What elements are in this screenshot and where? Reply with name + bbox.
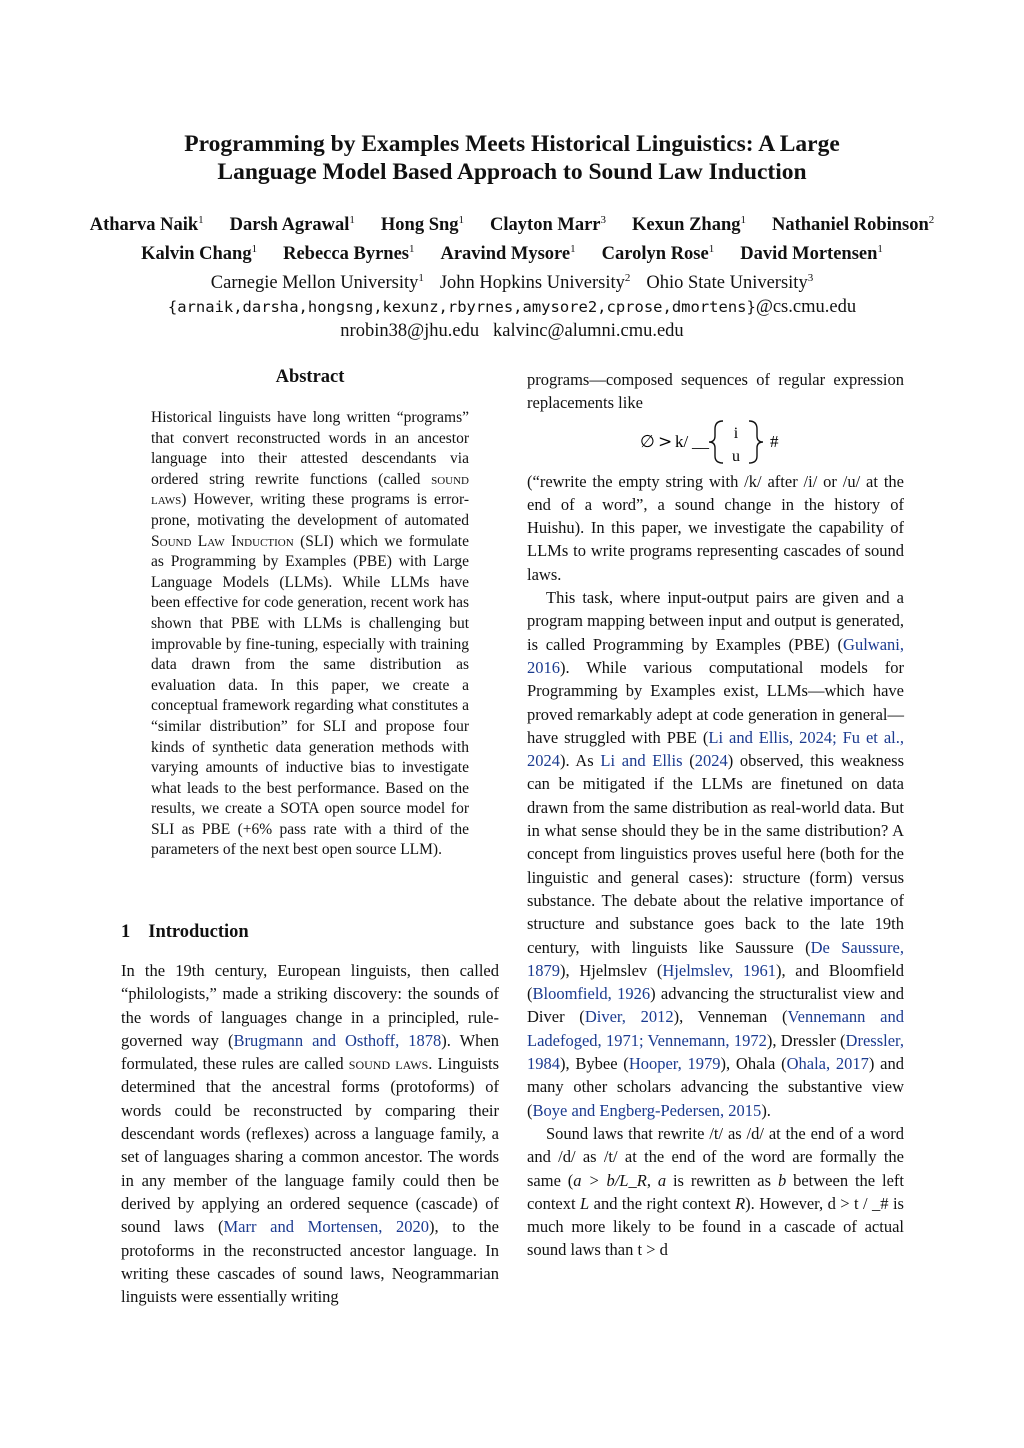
email[interactable]: nrobin38@jhu.edu bbox=[340, 321, 480, 342]
formula-u: u bbox=[732, 447, 740, 465]
formula-blank: __ bbox=[692, 431, 709, 451]
citation-link[interactable]: Ohala, 2017 bbox=[786, 1054, 869, 1074]
citation-link[interactable]: Marr and Mortensen, 2020 bbox=[223, 1217, 430, 1237]
author: Hong Sng$^1$ bbox=[380, 214, 465, 236]
email-line-2 bbox=[0, 319, 1024, 343]
greater-than-symbol: > bbox=[658, 431, 673, 452]
citation-link[interactable]: 2024 bbox=[694, 751, 728, 771]
citation-link[interactable]: Vennemann and Ladefoged, 1971; Vennemann, 1972 bbox=[527, 1007, 904, 1050]
citation-link[interactable]: Bloomfield, 1926 bbox=[532, 984, 651, 1004]
paragraph: (“rewrite the empty string with /k/ after /i/ or /u/ at the end of a word”, a sound change in the history of Huishu). In this paper, we investigate the capability of LLMs to write programs representing cascades of sound laws. bbox=[527, 471, 904, 584]
citation-link[interactable]: De Saussure, 1879 bbox=[527, 937, 904, 980]
author: David Mortensen$^1$ bbox=[740, 243, 883, 265]
citation-link[interactable]: Li and Ellis, 2024; Fu et al., 2024 bbox=[527, 727, 904, 771]
email-line-1 bbox=[0, 295, 1024, 319]
author: Atharva Naik$^1$ bbox=[89, 214, 204, 236]
sound-law-formula bbox=[527, 416, 904, 468]
author-row-1 bbox=[0, 208, 1024, 237]
formula-hash: # bbox=[770, 431, 779, 451]
citation-link[interactable]: Gulwani, 2016 bbox=[527, 634, 904, 677]
author: Darsh Agrawal$^1$ bbox=[229, 214, 355, 236]
affiliation: John Hopkins University$^2$ bbox=[439, 272, 631, 294]
author: Nathaniel Robinson$^2$ bbox=[772, 214, 935, 236]
author: Kexun Zhang$^1$ bbox=[632, 214, 746, 236]
affiliation: Carnegie Mellon University$^1$ bbox=[210, 272, 424, 294]
right-column bbox=[527, 368, 904, 1262]
citation-link[interactable]: Diver, 2012 bbox=[584, 1007, 674, 1027]
citation-link[interactable]: Boye and Engberg-Pedersen, 2015 bbox=[532, 1100, 762, 1120]
title-line-1: Programming by Examples Meets Historical Linguistics: A Large bbox=[184, 131, 840, 157]
email-list[interactable]: {arnaik,darsha,hongsng,kexunz,rbyrnes,amysore2,cprose,dmortens} bbox=[167, 298, 756, 317]
author: Clayton Marr$^3$ bbox=[490, 214, 607, 236]
author: Kalvin Chang$^1$ bbox=[141, 243, 258, 265]
affiliation: Ohio State University$^3$ bbox=[646, 272, 814, 294]
citation-link[interactable]: Hooper, 1979 bbox=[628, 1054, 721, 1074]
abstract-heading: Abstract bbox=[275, 367, 345, 387]
section-heading-introduction: 1 Introduction bbox=[121, 922, 249, 942]
author-block bbox=[0, 208, 1024, 343]
formula-k: k/ bbox=[675, 431, 689, 451]
title-line-2: Language Model Based Approach to Sound Law Induction bbox=[217, 159, 807, 185]
citation-link[interactable]: Li and Ellis bbox=[600, 751, 683, 771]
paragraph: programs—composed sequences of regular expression replacements like bbox=[527, 370, 904, 413]
introduction-paragraph: In the 19th century, European linguists, then called “philologists,” made a striking discovery: the sounds of the words of languages change in a principled, rule-governed way (Brugmann and Osthoff, 1878). When formulated, these rules are called sound laws. Linguists determined that the ancestral forms (protoforms) of words could be reconstructed by comparing their descendant words (reflexes) across a language family, a set of languages sharing a common ancestor. The words in any member of the language family could then be derived by applying an ordered sequence (cascade) of sound laws (Marr and Mortensen, 2020), to the protoforms in the reconstructed ancestor language. In writing these cascades of sound laws, Neogrammarian linguists were essentially writing bbox=[121, 961, 499, 1307]
formula-i: i bbox=[733, 424, 739, 442]
email[interactable]: kalvinc@alumni.cmu.edu bbox=[493, 321, 684, 342]
author-row-2 bbox=[0, 237, 1024, 266]
paragraph: This task, where input-output pairs are given and a program mapping between input and output is generated, is called Programming by Examples (PBE) (Gulwani, 2016). While various computational models for Programming by Examples exist, LLMs—which have proved remarkably adept at code generation in general—have struggled with PBE (Li and Ellis, 2024; Fu et al., 2024). As Li and Ellis (2024) observed, this weakness can be mitigated if the LLMs are finetuned on data drawn from the same distribution as real-world data. But in what sense should they be in the same distribution? A concept from linguistics proves useful here (both for the linguistic and general cases): structure (form) versus substance. The debate about the relative importance of structure and substance goes back to the late 19th century, with linguists like Saussure (De Saussure, 1879), Hjelmslev (Hjelmslev, 1961), and Bloomfield (Bloomfield, 1926) advancing the structuralist view and Diver (Diver, 2012), Venneman (Vennemann and Ladefoged, 1971; Vennemann, 1972), Dressler (Dressler, 1984), Bybee (Hooper, 1979), Ohala (Ohala, 2017) and many other scholars advancing the substantive view (Boye and Engberg-Pedersen, 2015). bbox=[527, 588, 905, 1120]
citation-link[interactable]: Hjelmslev, 1961 bbox=[662, 960, 776, 980]
email-domain: @cs.cmu.edu bbox=[755, 297, 857, 318]
formula-svg bbox=[527, 416, 904, 468]
citation-link[interactable]: Dressler, 1984 bbox=[527, 1030, 904, 1074]
left-brace-icon bbox=[709, 421, 723, 463]
abstract-body: Historical linguists have long written “programs” that convert reconstructed words in an ancestor language into their attested descendants via ordered string rewrite functions (called sound laws) However, writing these programs is error-prone, motivating the development of automated Sound Law Induction (SLI) which we formulate as Programming by Examples (PBE) with Large Language Models (LLMs). While LLMs have been effective for code generation, recent work has shown that PBE with LLMs is challenging but improvable by fine-tuning, especially with training data drawn from the same distribution as evaluation data. In this paper, we create a conceptual framework regarding what constitutes a “similar distribution” for SLI and propose four kinds of synthetic data generation methods with varying amounts of inductive bias to investigate what leads to the best performance. Based on the results, we create a SOTA open source model for SLI as PBE (+6% pass rate with a third of the parameters of the next best open source LLM). bbox=[151, 409, 469, 859]
affiliations bbox=[0, 266, 1024, 295]
right-brace-icon bbox=[749, 421, 763, 463]
author: Aravind Mysore$^1$ bbox=[440, 243, 576, 265]
author: Rebecca Byrnes$^1$ bbox=[283, 243, 415, 265]
paragraph: Sound laws that rewrite /t/ as /d/ at the end of a word and /d/ as /t/ at the end of the word are formally the same (a > b/L_R, a is rewritten as b between the left context L and the right context R). However, d > t / _# is much more likely to be found in a cascade of actual sound laws than t > d bbox=[527, 1123, 904, 1260]
citation-link[interactable]: Brugmann and Osthoff, 1878 bbox=[233, 1030, 442, 1050]
empty-set-symbol: ∅ bbox=[640, 431, 655, 452]
author: Carolyn Rose$^1$ bbox=[601, 243, 715, 265]
paper-title bbox=[0, 130, 1024, 186]
